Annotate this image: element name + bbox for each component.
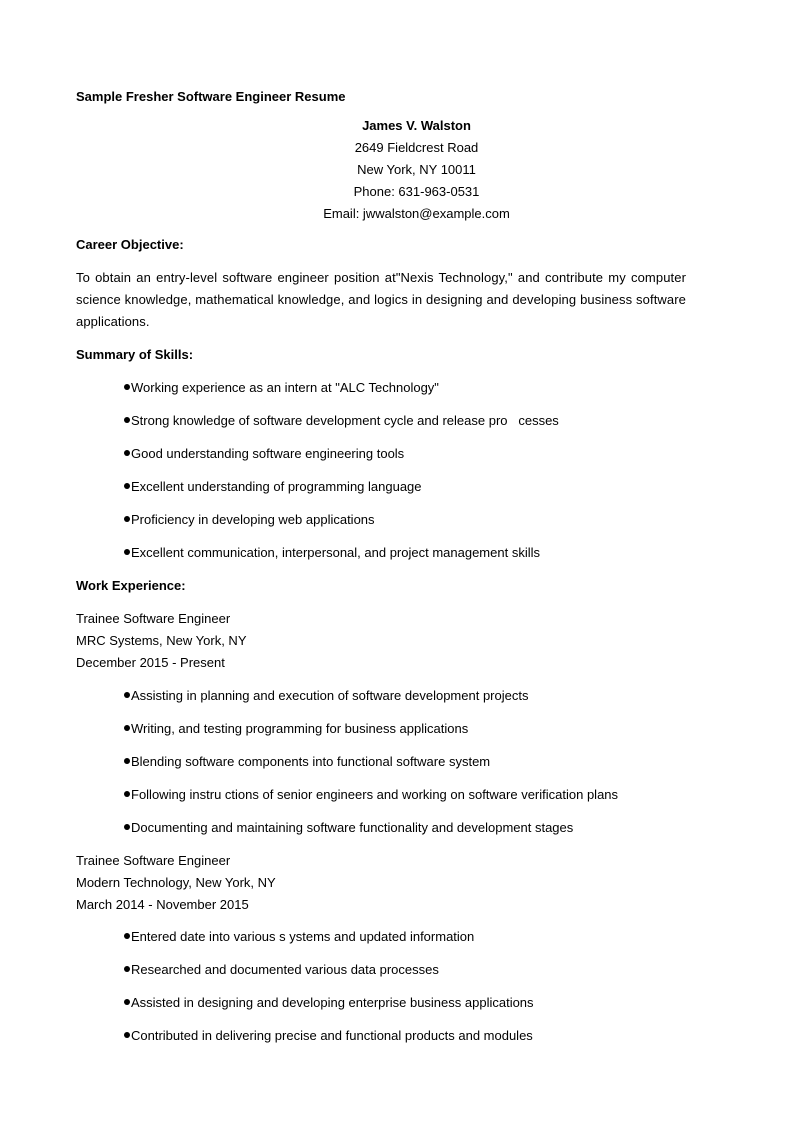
address-line-2: New York, NY 10011 — [357, 162, 476, 177]
list-item — [124, 479, 422, 495]
duty-text: Assisting in planning and execution of software development projects — [131, 688, 529, 703]
bullet-icon — [124, 516, 130, 522]
skill-text: Working experience as an intern at "ALC Technology" — [131, 380, 439, 395]
duty-text: Entered date into various s ystems and updated information — [131, 929, 475, 944]
list-item — [124, 688, 528, 704]
duty-text: Assisted in designing and developing enterprise business applications — [131, 995, 534, 1010]
address-line-1: 2649 Fieldcrest Road — [354, 140, 479, 155]
job-dates: December 2015 - Present — [76, 655, 225, 670]
job-title: Trainee Software Engineer — [76, 853, 231, 868]
skill-text: Proficiency in developing web applications — [131, 512, 375, 527]
list-item — [124, 787, 618, 803]
email: Email: jwwalston@example.com — [323, 206, 510, 221]
duty-text: Following instru ctions of senior engineers and working on software verification plans — [131, 787, 619, 802]
list-item — [124, 820, 573, 836]
list-item — [124, 929, 474, 945]
bullet-icon — [124, 999, 130, 1005]
skill-text: Good understanding software engineering tools — [131, 446, 405, 461]
document-title: Sample Fresher Software Engineer Resume — [76, 89, 346, 104]
bullet-icon — [124, 450, 130, 456]
duty-text: Writing, and testing programming for business applications — [131, 721, 469, 736]
list-item — [124, 754, 490, 770]
career-objective-heading: Career Objective: — [76, 237, 184, 252]
duty-text: Researched and documented various data processes — [131, 962, 439, 977]
bullet-icon — [124, 417, 130, 423]
phone: Phone: 631-963-0531 — [353, 184, 480, 199]
skills-heading: Summary of Skills: — [76, 347, 194, 362]
duty-text: Documenting and maintaining software functionality and development stages — [131, 820, 574, 835]
list-item — [124, 995, 534, 1011]
list-item — [124, 413, 559, 429]
bullet-icon — [124, 725, 130, 731]
duty-text: Contributed in delivering precise and functional products and modules — [131, 1028, 533, 1043]
skill-text: Strong knowledge of software development cycle and release pro cesses — [131, 413, 559, 428]
bullet-icon — [124, 483, 130, 489]
job-title: Trainee Software Engineer — [76, 611, 231, 626]
job-company: MRC Systems, New York, NY — [76, 633, 247, 648]
bullet-icon — [124, 758, 130, 764]
career-objective-text: To obtain an entry-level software engineer position at"Nexis Technology," and contribute my computer science knowledge, mathematical knowledge, and logics in designing and developing business software applications. — [76, 270, 686, 329]
bullet-icon — [124, 791, 130, 797]
bullet-icon — [124, 692, 130, 698]
list-item — [124, 380, 439, 396]
job-company: Modern Technology, New York, NY — [76, 875, 276, 890]
job-dates: March 2014 - November 2015 — [76, 897, 249, 912]
list-item — [124, 512, 375, 528]
bullet-icon — [124, 1032, 130, 1038]
skill-text: Excellent understanding of programming language — [131, 479, 422, 494]
duty-text: Blending software components into functional software system — [131, 754, 491, 769]
bullet-icon — [124, 549, 130, 555]
bullet-icon — [124, 824, 130, 830]
list-item — [124, 446, 404, 462]
bullet-icon — [124, 966, 130, 972]
list-item — [124, 545, 540, 561]
list-item — [124, 1028, 533, 1044]
candidate-name: James V. Walston — [362, 118, 471, 133]
skill-text: Excellent communication, interpersonal, and project management skills — [131, 545, 540, 560]
work-experience-heading: Work Experience: — [76, 578, 186, 593]
bullet-icon — [124, 384, 130, 390]
list-item — [124, 721, 468, 737]
list-item — [124, 962, 439, 978]
bullet-icon — [124, 933, 130, 939]
